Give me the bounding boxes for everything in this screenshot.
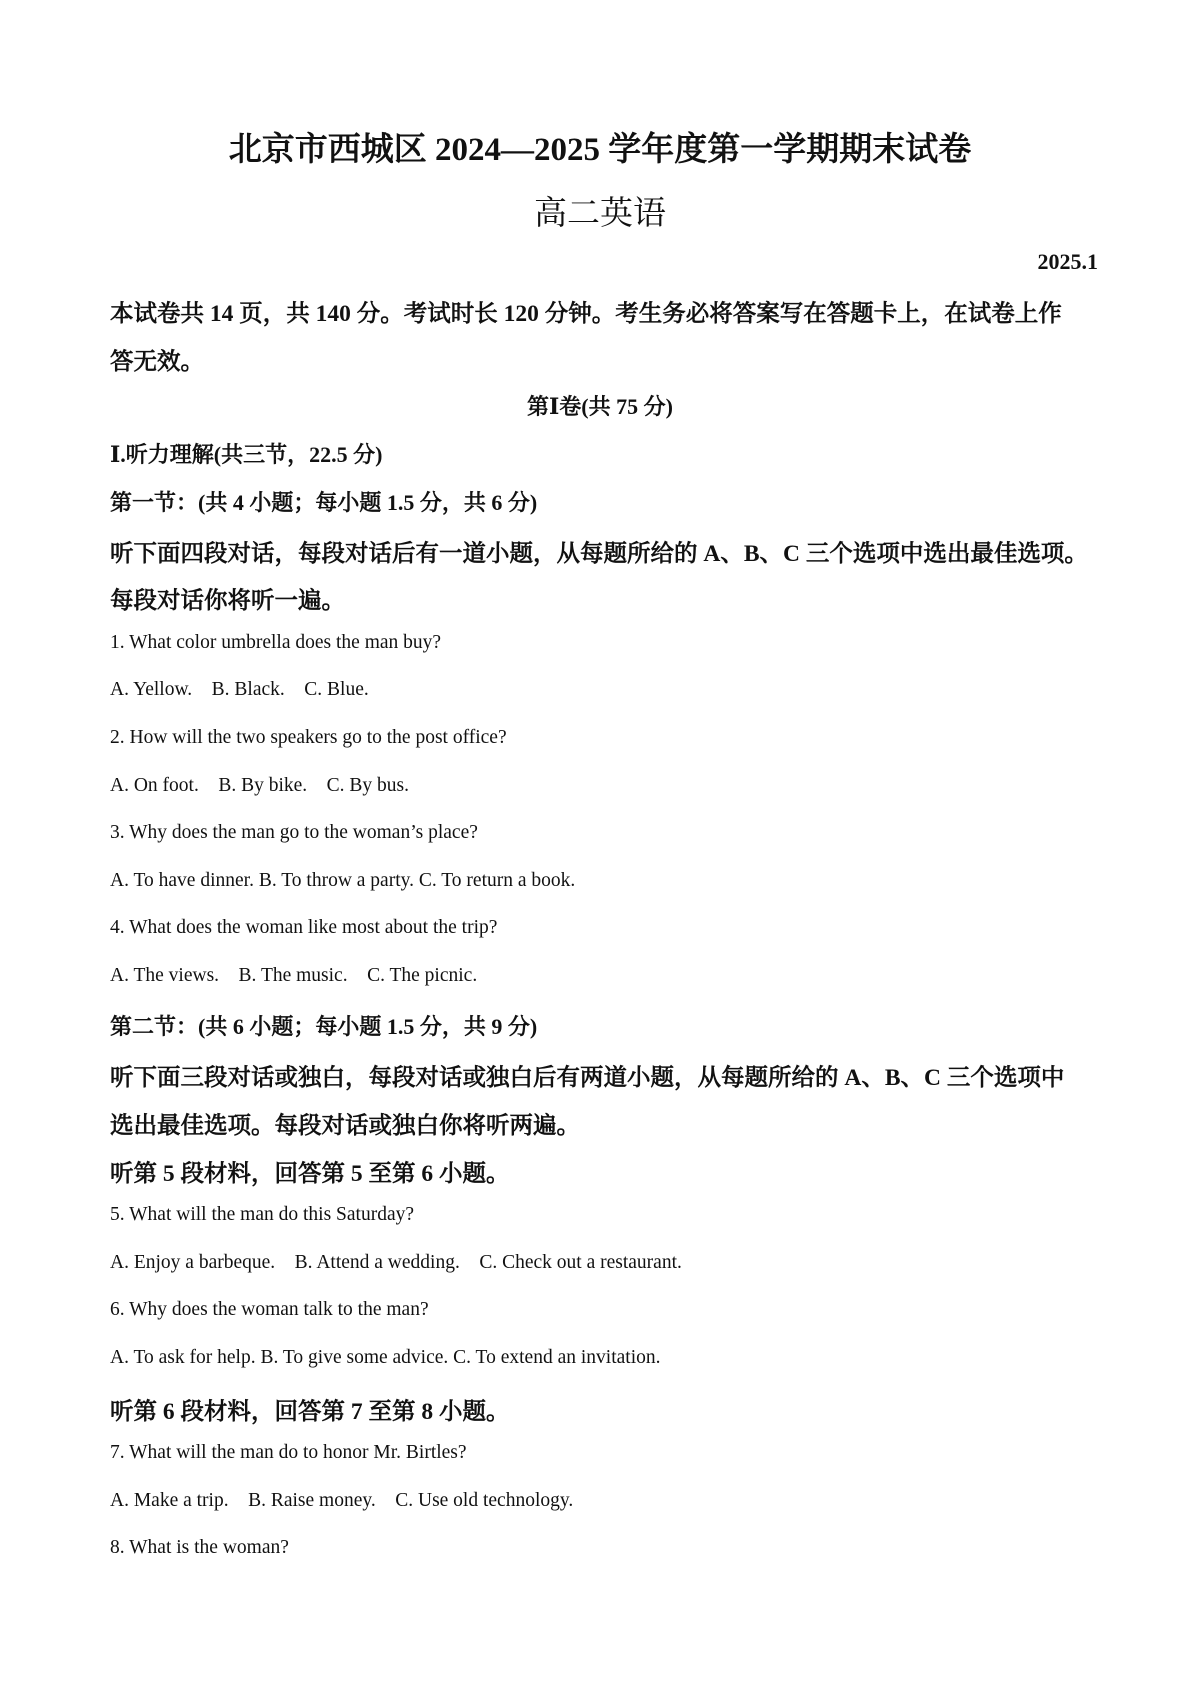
volume-heading: 第Ⅰ卷(共 75 分) [527, 394, 673, 419]
question-4: 4. What does the woman like most about the trip? [110, 917, 498, 938]
section2-instruction-2: 选出最佳选项。每段对话或独白你将听两遍。 [110, 1113, 580, 1139]
question-8: 8. What is the woman? [110, 1537, 289, 1558]
section1-instruction-2: 每段对话你将听一遍。 [110, 588, 345, 614]
exam-subject: 高二英语 [534, 196, 666, 232]
question-7: 7. What will the man do to honor Mr. Birtles? [110, 1442, 467, 1463]
exam-title: 北京市西城区 2024—2025 学年度第一学期期末试卷 [228, 132, 972, 168]
question-3: 3. Why does the man go to the woman’s place? [110, 822, 478, 843]
section2-heading: 第二节：(共 6 小题；每小题 1.5 分，共 9 分) [110, 1014, 538, 1039]
options-6: A. To ask for help. B. To give some advice. C. To extend an invitation. [110, 1347, 661, 1368]
section2-instruction-1: 听下面三段对话或独白，每段对话或独白后有两道小题，从每题所给的 A、B、C 三个选项中 [110, 1065, 1065, 1091]
question-1: 1. What color umbrella does the man buy? [110, 632, 442, 653]
passage-5-heading: 听第 5 段材料，回答第 5 至第 6 小题。 [110, 1161, 510, 1187]
options-3: A. To have dinner. B. To throw a party. C. To return a book. [110, 870, 576, 891]
question-2: 2. How will the two speakers go to the post office? [110, 727, 507, 748]
section1-heading: 第一节：(共 4 小题；每小题 1.5 分，共 6 分) [110, 490, 538, 515]
options-5: A. Enjoy a barbeque. B. Attend a wedding. C. Check out a restaurant. [110, 1252, 682, 1273]
question-5: 5. What will the man do this Saturday? [110, 1204, 415, 1225]
options-7: A. Make a trip. B. Raise money. C. Use old technology. [110, 1490, 574, 1511]
section1-instruction-1: 听下面四段对话，每段对话后有一道小题，从每题所给的 A、B、C 三个选项中选出最佳选项。 [110, 541, 1088, 567]
question-6: 6. Why does the woman talk to the man? [110, 1299, 429, 1320]
part1-title: Ⅰ.听力理解(共三节，22.5 分) [110, 442, 383, 467]
intro-line-1: 本试卷共 14 页，共 140 分。考试时长 120 分钟。考生务必将答案写在答题卡上，在试卷上作 [110, 301, 1062, 327]
passage-6-heading: 听第 6 段材料，回答第 7 至第 8 小题。 [110, 1399, 510, 1425]
intro-line-2: 答无效。 [110, 349, 204, 375]
options-2: A. On foot. B. By bike. C. By bus. [110, 775, 410, 796]
options-1: A. Yellow. B. Black. C. Blue. [110, 679, 369, 700]
exam-date: 2025.1 [1037, 249, 1098, 274]
options-4: A. The views. B. The music. C. The picnic. [110, 965, 478, 986]
